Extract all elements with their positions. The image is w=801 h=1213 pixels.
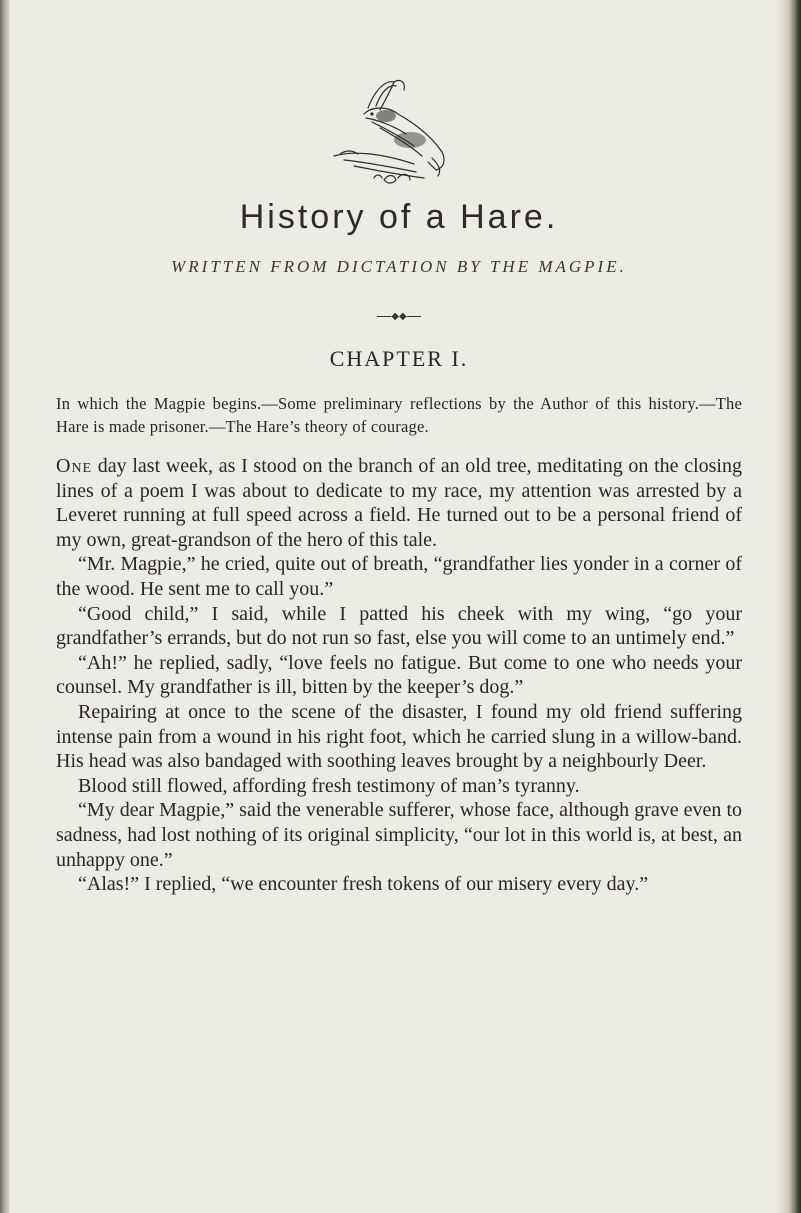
paragraph (56, 700, 742, 774)
book-page (56, 70, 742, 897)
ornament-divider (56, 311, 742, 322)
diamond-ornament-icon: ◆◆ (391, 311, 407, 322)
paragraph-text: day last week, as I stood on the branch of an old tree, meditating on the closing lines of a poem I was about to dedicate to my race, my attention was arrested by a Leveret running at full speed across a field. He turned out to be a personal friend of my own, great-grandson of the hero of this tale. (56, 455, 742, 551)
book-binding-right (775, 0, 801, 1213)
paragraph (56, 651, 742, 700)
paragraph-text: “Good child,” I said, while I patted his cheek with my wing, “go your grandfather’s errands, but do not run so fast, else you will come to an untimely end.” (56, 602, 742, 650)
book-binding-left (0, 0, 10, 1213)
paragraph-lead: One (56, 455, 93, 477)
paragraph-text: “Alas!” I replied, “we encounter fresh tokens of our misery every day.” (78, 873, 649, 896)
paragraph-text: Repairing at once to the scene of the disaster, I found my old friend suffering intense pain from a wound in his right foot, which he carried slung in a willow-band. His head was also bandaged with soothing leaves brought by a neighbourly Deer. (56, 700, 742, 773)
paragraph (56, 872, 742, 897)
paragraph-text: “Mr. Magpie,” he cried, quite out of breath, “grandfather lies yonder in a corner of the wood. He sent me to call you.” (56, 553, 742, 600)
paragraph-text: Blood still flowed, affording fresh testimony of man’s tyranny. (78, 774, 580, 797)
paragraph (56, 552, 742, 601)
hare-vignette-illustration (324, 70, 474, 190)
chapter-body (56, 454, 742, 897)
divider-rule (377, 316, 391, 317)
paragraph-text: “My dear Magpie,” said the venerable sufferer, whose face, although grave even to sadness, had lost nothing of its original simplicity, “our lot in this world is, at best, an unhappy one.” (56, 799, 742, 871)
paragraph (56, 774, 742, 799)
chapter-synopsis: In which the Magpie begins.—Some preliminary reflections by the Author of this history.—The Hare is made prisoner.—The Hare’s theory of courage. (56, 394, 742, 436)
book-subtitle: WRITTEN FROM DICTATION BY THE MAGPIE. (171, 257, 627, 276)
chapter-heading: CHAPTER I. (329, 346, 469, 371)
divider-rule (407, 316, 421, 317)
paragraph (56, 798, 742, 872)
book-title: History of a Hare. (239, 198, 559, 236)
paragraph (56, 602, 742, 651)
paragraph (56, 454, 742, 552)
paragraph-text: “Ah!” he replied, sadly, “love feels no fatigue. But come to one who needs your counsel. My grandfather is ill, bitten by the keeper’s dog.” (56, 651, 742, 699)
